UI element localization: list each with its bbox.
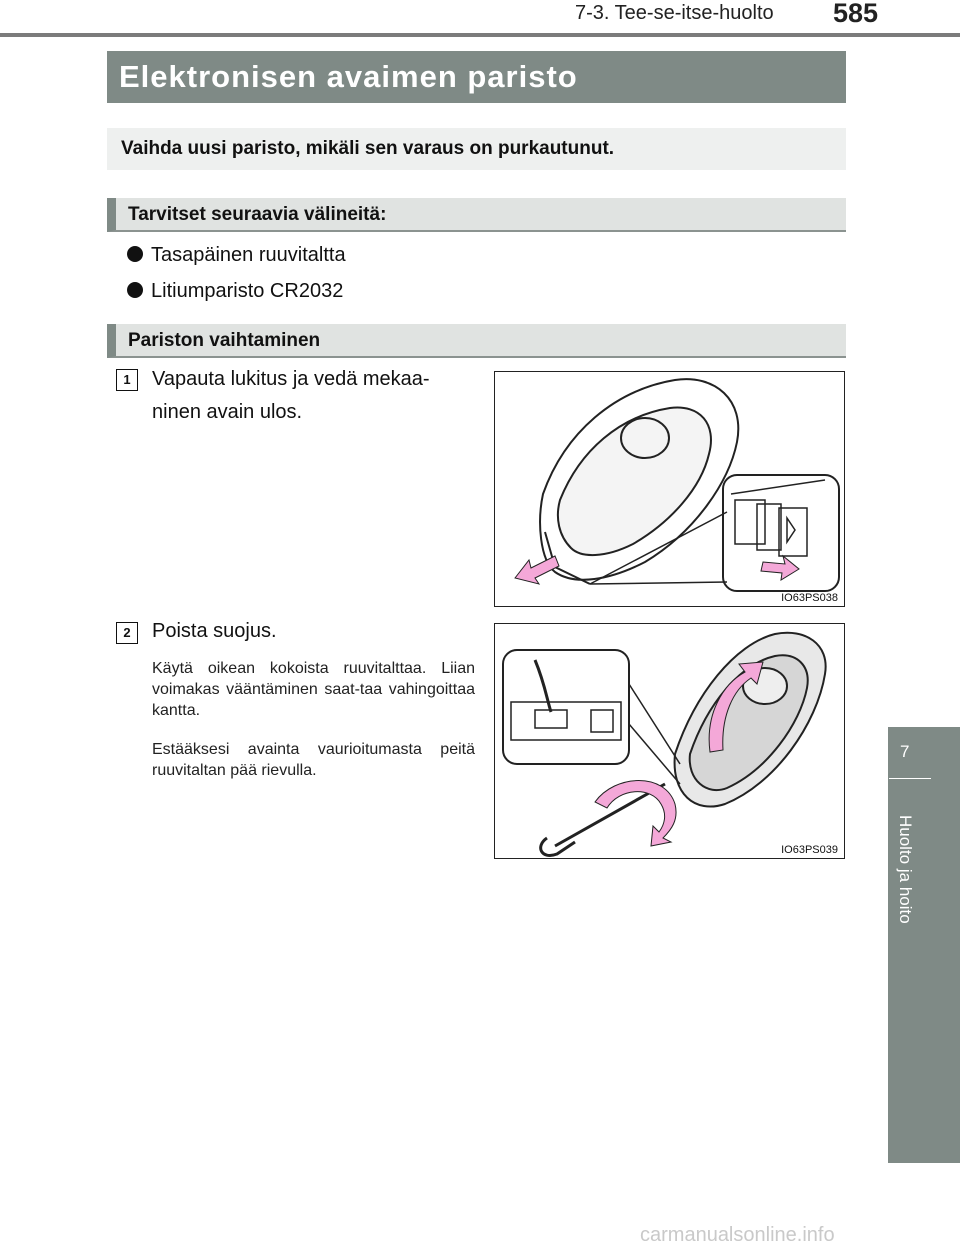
bullet-icon (127, 282, 143, 298)
tools-heading-text: Tarvitset seuraavia välineitä: (128, 204, 387, 225)
step-text: Poista suojus. (152, 620, 277, 642)
watermark: carmanualsonline.info (640, 1224, 835, 1246)
page-title: Elektronisen avaimen paristo (119, 59, 578, 94)
side-tab-number: 7 (900, 742, 910, 761)
replace-heading-text: Pariston vaihtaminen (128, 330, 321, 351)
title-bar (107, 51, 846, 103)
figure-key-release (494, 371, 845, 607)
tool-item (127, 244, 346, 267)
note-box (107, 128, 846, 170)
tool-item (127, 280, 343, 303)
bullet-icon (127, 246, 143, 262)
page-number: 585 (833, 0, 879, 28)
figure-cover-removal (494, 623, 845, 859)
step-text-line: Vapauta lukitus ja vedä mekaa- (152, 368, 430, 390)
step-note: Estääksesi avainta vaurioitumasta peitä ruuvitaltan pää rievulla. (152, 741, 475, 779)
twist-arrow-icon (595, 781, 676, 847)
replace-heading (107, 324, 846, 358)
note-text: Vaihda uusi paristo, mikäli sen varaus on purkautunut. (121, 138, 615, 159)
figure-code: IO63PS039 (781, 844, 838, 856)
tool-item-text: Litiumparisto CR2032 (151, 280, 344, 302)
screwdriver-illustration (495, 624, 845, 859)
figure-code: IO63PS038 (781, 592, 838, 604)
tools-heading (107, 198, 846, 232)
step-number: 1 (116, 369, 138, 391)
step-note: Käytä oikean kokoista ruuvitalttaa. Liian voimakas vääntäminen saat-taa vahingoittaa kantta. (152, 660, 475, 719)
step-number: 2 (116, 622, 138, 644)
header-section: 7-3. Tee-se-itse-huolto (575, 2, 774, 24)
side-tab (888, 727, 960, 1163)
detail-inset (503, 650, 629, 764)
side-tab-label: Huolto ja hoito (896, 815, 915, 924)
tool-item-text: Tasapäinen ruuvitaltta (151, 244, 346, 266)
side-tab-rule (889, 778, 931, 779)
step-text (152, 363, 430, 429)
step-text-line: ninen avain ulos. (152, 401, 303, 423)
header-rule (0, 33, 960, 37)
key-fob-illustration (495, 372, 845, 607)
